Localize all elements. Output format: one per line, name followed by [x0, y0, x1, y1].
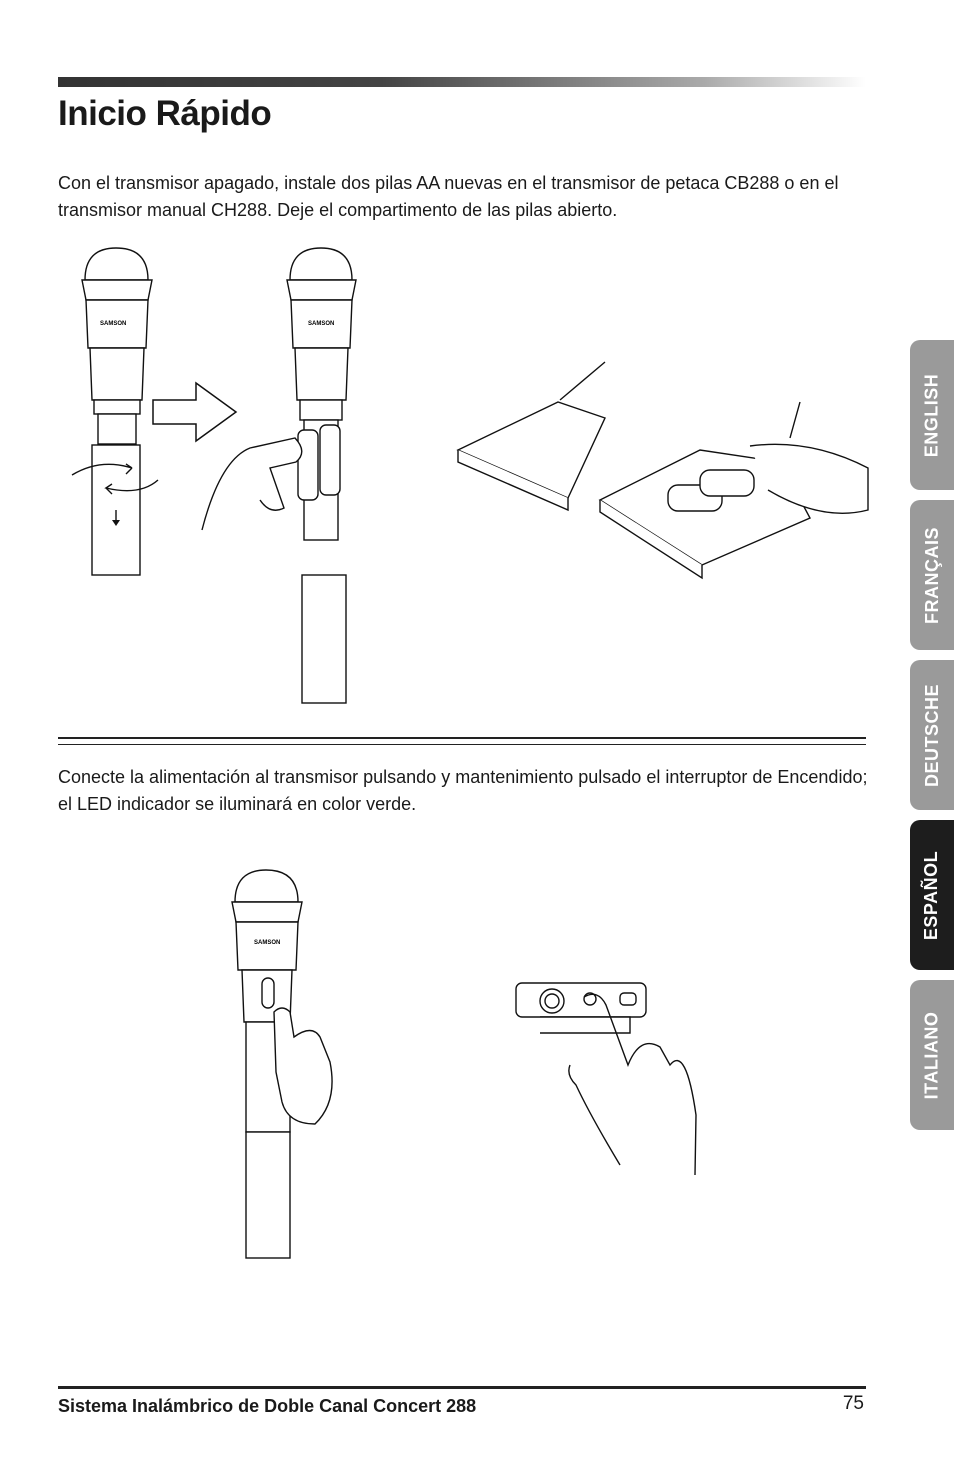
tab-espanol-label: ESPAÑOL	[921, 850, 942, 940]
handheld-mic-battery-insert-illustration	[200, 240, 380, 710]
mic-brand-label: SAMSON	[100, 321, 127, 327]
instruction-paragraph-1: Con el transmisor apagado, instale dos pilas AA nuevas en el transmisor de petaca CB288 o en el transmisor manual CH288. Deje el compartimento de las pilas abierto.	[58, 173, 839, 220]
section-divider-thin	[58, 744, 866, 745]
header-gradient-bar	[58, 77, 866, 87]
footer-title: Sistema Inalámbrico de Doble Canal Concert 288	[58, 1396, 477, 1416]
tab-francais[interactable]	[910, 500, 954, 650]
tab-english[interactable]	[910, 340, 954, 490]
tab-espanol[interactable]	[910, 820, 954, 970]
page-title: Inicio Rápido	[58, 94, 272, 133]
tab-deutsche[interactable]	[910, 660, 954, 810]
tab-italiano-label: ITALIANO	[921, 1011, 942, 1099]
tab-english-label: ENGLISH	[921, 373, 942, 457]
mic-brand-label-3: SAMSON	[254, 940, 281, 946]
tab-francais-label: FRANÇAIS	[921, 526, 942, 624]
tab-deutsche-label: DEUTSCHE	[921, 683, 942, 787]
footer-divider	[58, 1386, 866, 1389]
section-divider-thick	[58, 737, 866, 739]
handheld-mic-power-on-illustration	[220, 862, 350, 1262]
page-number: 75	[842, 1393, 864, 1414]
tab-italiano[interactable]	[910, 980, 954, 1130]
instruction-paragraph-2: Conecte la alimentación al transmisor pulsando y mantenimiento pulsado el interruptor de Encendido; el LED indicador se iluminará en color verde.	[58, 767, 868, 814]
mic-brand-label-2: SAMSON	[308, 321, 335, 327]
bodypack-power-on-illustration	[510, 975, 710, 1175]
bodypack-transmitter-illustration	[450, 350, 870, 580]
